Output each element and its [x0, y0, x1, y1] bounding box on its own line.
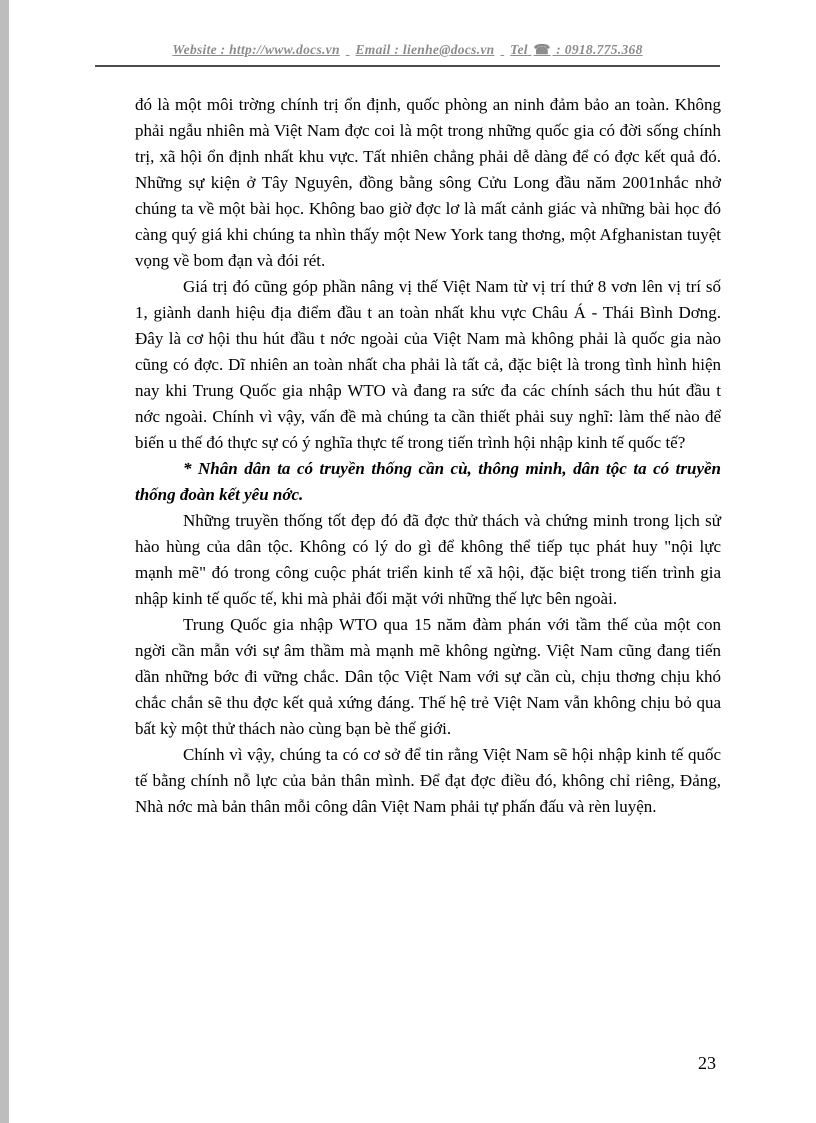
paragraph-1: đó là một môi trờng chính trị ổn định, quốc phòng an ninh đảm bảo an toàn. Không phải ngẫu nhiên mà Việt Nam đợc coi là một trong những quốc gia có đời sống chính trị, xã hội ổn định nhất khu vực. Tất nhiên chẳng phải dễ dàng để có đợc kết quả đó. Những sự kiện ở Tây Nguyên, đồng bằng sông Cửu Long đầu năm 2001nhắc nhở chúng ta về một bài học. Không bao giờ đợc lơ là mất cảnh giác và những bài học đó càng quý giá khi chúng ta nhìn thấy một New York tang thơng, một Afghanistan tuyệt vọng về bom đạn và đói rét. — [135, 95, 721, 270]
website-label: Website : — [172, 42, 226, 57]
header-line — [166, 42, 648, 57]
paragraph-5: Chính vì vậy, chúng ta có cơ sở để tin rằng Việt Nam sẽ hội nhập kinh tế quốc tế bằng chính nỗ lực của bản thân mình. Để đạt đợc điều đó, không chỉ riêng, Đảng, Nhà nớc mà bản thân mỗi công dân Việt Nam phải tự phấn đấu và rèn luyện. — [135, 745, 721, 816]
phone-icon: ☎ — [533, 42, 551, 57]
paragraph-2: Giá trị đó cũng góp phần nâng vị thế Việt Nam từ vị trí thứ 8 vơn lên vị trí số 1, giành danh hiệu địa điểm đầu t an toàn nhất khu vực Châu Á - Thái Bình Dơng. Đây là cơ hội thu hút đầu t nớc ngoài của Việt Nam mà không phải là quốc gia nào cũng có đợc. Dĩ nhiên an toàn nhất cha phải là tất cả, đặc biệt là trong tình hình hiện nay khi Trung Quốc gia nhập WTO và đang ra sức đa các chính sách thu hút đầu t nớc ngoài. Chính vì vậy, vấn đề mà chúng ta cần thiết phải suy nghĩ: làm thế nào để biến u thế đó thực sự có ý nghĩa thực tế trong tiến trình hội nhập kinh tế quốc tế? — [135, 277, 721, 452]
section-heading: * Nhân dân ta có truyền thống cần cù, thông minh, dân tộc ta có truyền thống đoàn kết yêu nớc. — [135, 459, 721, 504]
paragraph-4: Trung Quốc gia nhập WTO qua 15 năm đàm phán với tầm thế của một con ngời cần mẫn với sự âm thầm mà mạnh mẽ không ngừng. Việt Nam cũng đang tiến dần những bớc đi vững chắc. Dân tộc Việt Nam với sự cần cù, chịu thơng chịu khó chắc chắn sẽ thu đợc kết quả xứng đáng. Thế hệ trẻ Việt Nam vẫn không chịu bỏ qua bất kỳ một thử thách nào cùng bạn bè thế giới. — [135, 615, 721, 738]
page-number: 23 — [698, 1053, 716, 1073]
tel-value: 0918.775.368 — [564, 42, 643, 57]
email-label: Email : — [355, 42, 400, 57]
website-url: http://www.docs.vn — [229, 42, 340, 57]
paragraph-3: Những truyền thống tốt đẹp đó đã đợc thử thách và chứng minh trong lịch sử hào hùng của dân tộc. Không có lý do gì để không thể tiếp tục phát huy "nội lực mạnh mẽ" đó trong công cuộc phát triển kinh tế xã hội, đặc biệt trong tiến trình gia nhập kinh tế quốc tế, khi mà phải đối mặt với những thế lực bên ngoài. — [135, 511, 721, 608]
tel-separator: : — [556, 42, 562, 57]
email-value: lienhe@docs.vn — [402, 42, 495, 57]
website-group — [172, 42, 339, 57]
page-edge-strip — [0, 0, 9, 1123]
document-body — [135, 92, 721, 820]
tel-group — [510, 42, 643, 57]
document-header — [95, 42, 720, 67]
tel-label: Tel — [510, 42, 528, 57]
email-group — [355, 42, 494, 57]
